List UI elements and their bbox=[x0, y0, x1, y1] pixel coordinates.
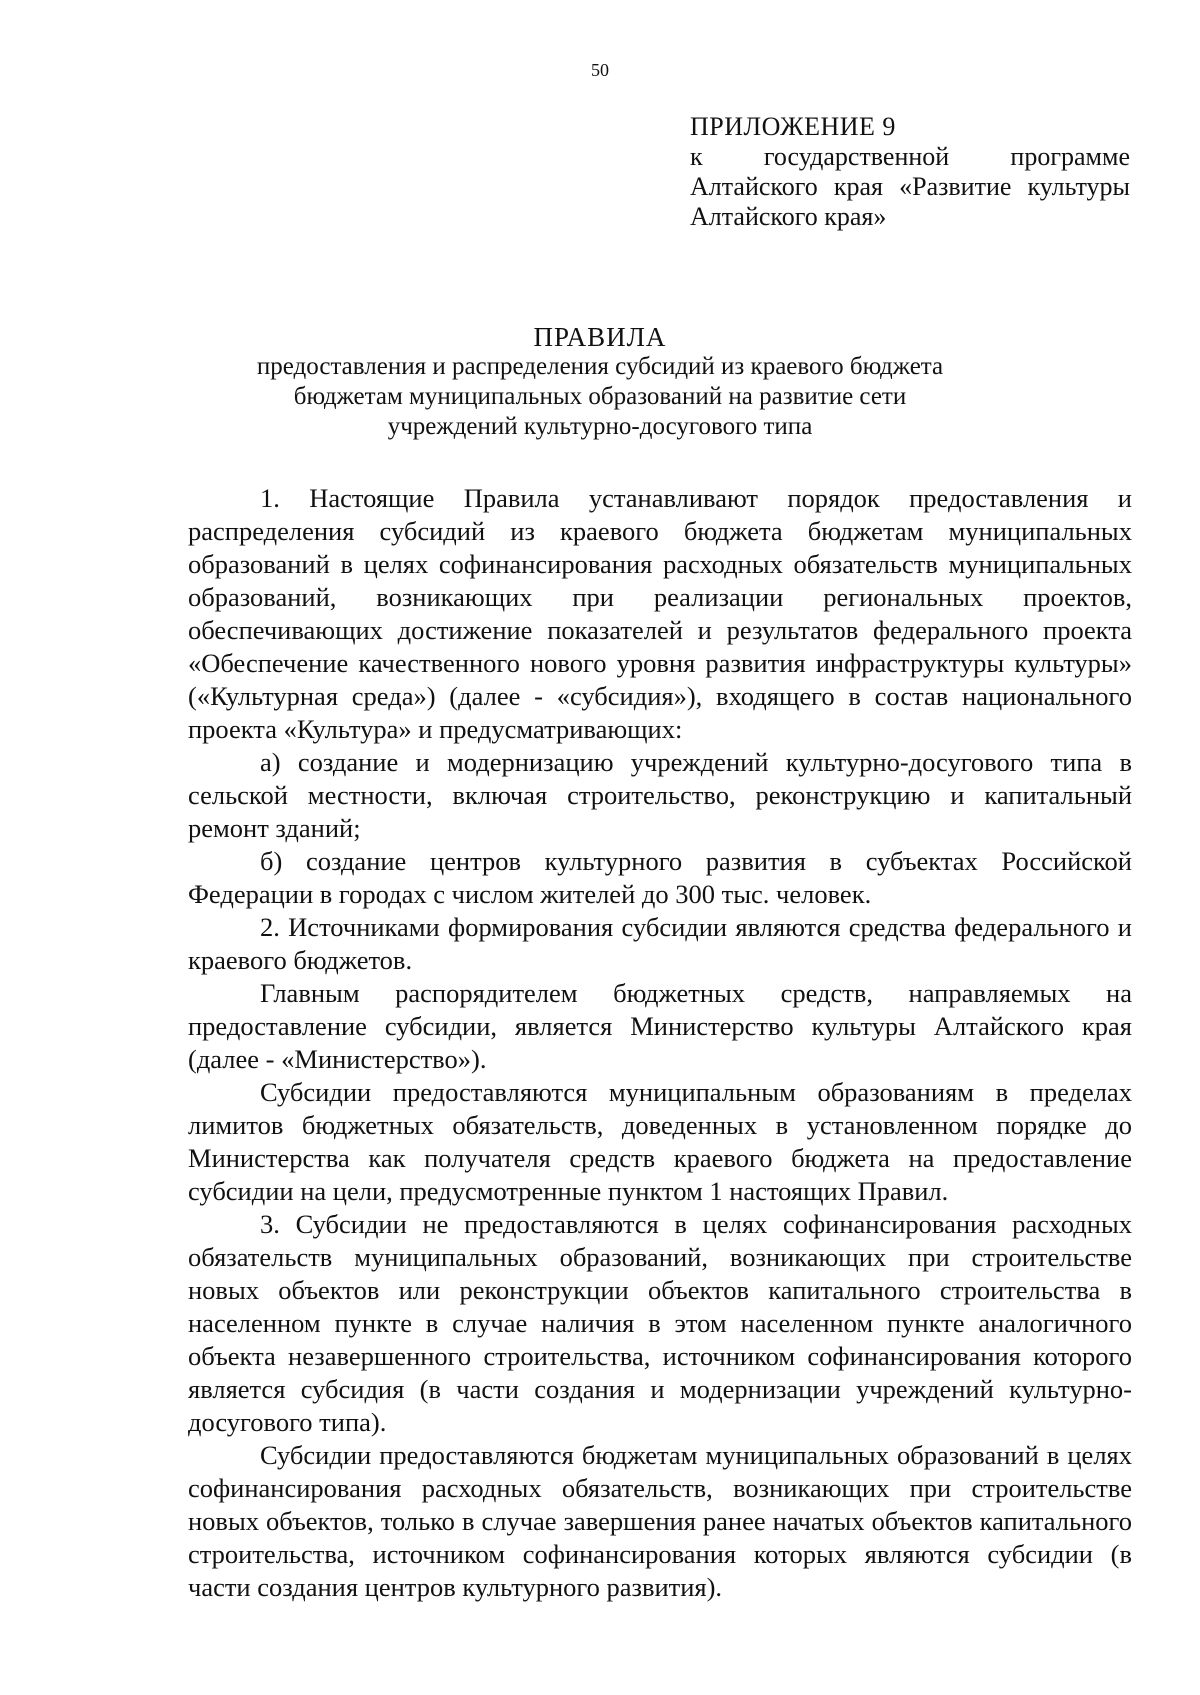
appendix-block bbox=[690, 112, 1130, 232]
appendix-title: ПРИЛОЖЕНИЕ 9 bbox=[690, 112, 896, 141]
paragraph-1a: а) создание и модернизацию учреждений культурно-досугового типа в сельской местности, включая строительство, реконструкцию и капитальный ремонт зданий; bbox=[188, 747, 1132, 843]
rules-title: ПРАВИЛА bbox=[533, 322, 667, 352]
rules-subtitle: предоставления и распределения субсидий из краевого бюджета бюджетам муниципальных образований на развитие сети учреждений культурно-досугового типа bbox=[256, 353, 944, 440]
paragraph-2-limits: Субсидии предоставляются муниципальным образованиям в пределах лимитов бюджетных обязательств, доведенных в установленном порядке до Министерства как получателя средств краевого бюджета на предоставление субсидии на цели, предусмотренные пунктом 1 настоящих Правил. bbox=[188, 1077, 1132, 1206]
paragraph-1b: б) создание центров культурного развития в субъектах Российской Федерации в городах с числом жителей до 300 тыс. человек. bbox=[188, 846, 1132, 909]
paragraph-2: 2. Источниками формирования субсидии являются средства федерального и краевого бюджетов. bbox=[188, 912, 1132, 975]
paragraph-3: 3. Субсидии не предоставляются в целях софинансирования расходных обязательств муниципальных образований, возникающих при строительстве новых объектов или реконструкции объектов капитального строительства в населенном пункте в случае наличия в этом населенном пункте аналогичного объекта незавершенного строительства, источником софинансирования которого является субсидия (в части создания и модернизации учреждений культурно-досугового типа). bbox=[188, 1209, 1132, 1437]
paragraph-3-cofinancing: Субсидии предоставляются бюджетам муниципальных образований в целях софинансирования расходных обязательств, возникающих при строительстве новых объектов, только в случае завершения ранее начатых объектов капитального строительства, источником софинансирования которых являются субсидии (в части создания центров культурного развития). bbox=[188, 1440, 1132, 1602]
paragraph-1: 1. Настоящие Правила устанавливают порядок предоставления и распределения субсидий из краевого бюджета бюджетам муниципальных образований в целях софинансирования расходных обязательств муниципальных образований, возникающих при реализации региональных проектов, обеспечивающих достижение показателей и результатов федерального проекта «Обеспечение качественного нового уровня развития инфраструктуры культуры» («Культурная среда») (далее - «субсидия»), входящего в состав национального проекта «Культура» и предусматривающих: bbox=[188, 483, 1132, 744]
body-text bbox=[188, 482, 1132, 1604]
paragraph-2-main-administrator: Главным распорядителем бюджетных средств, направляемых на предоставление субсидии, является Министерство культуры Алтайского края (далее - «Министерство»). bbox=[188, 978, 1132, 1074]
appendix-text: к государственной программе Алтайского края «Развитие культуры Алтайского края» bbox=[690, 142, 1130, 231]
page-number: 50 bbox=[591, 60, 609, 80]
